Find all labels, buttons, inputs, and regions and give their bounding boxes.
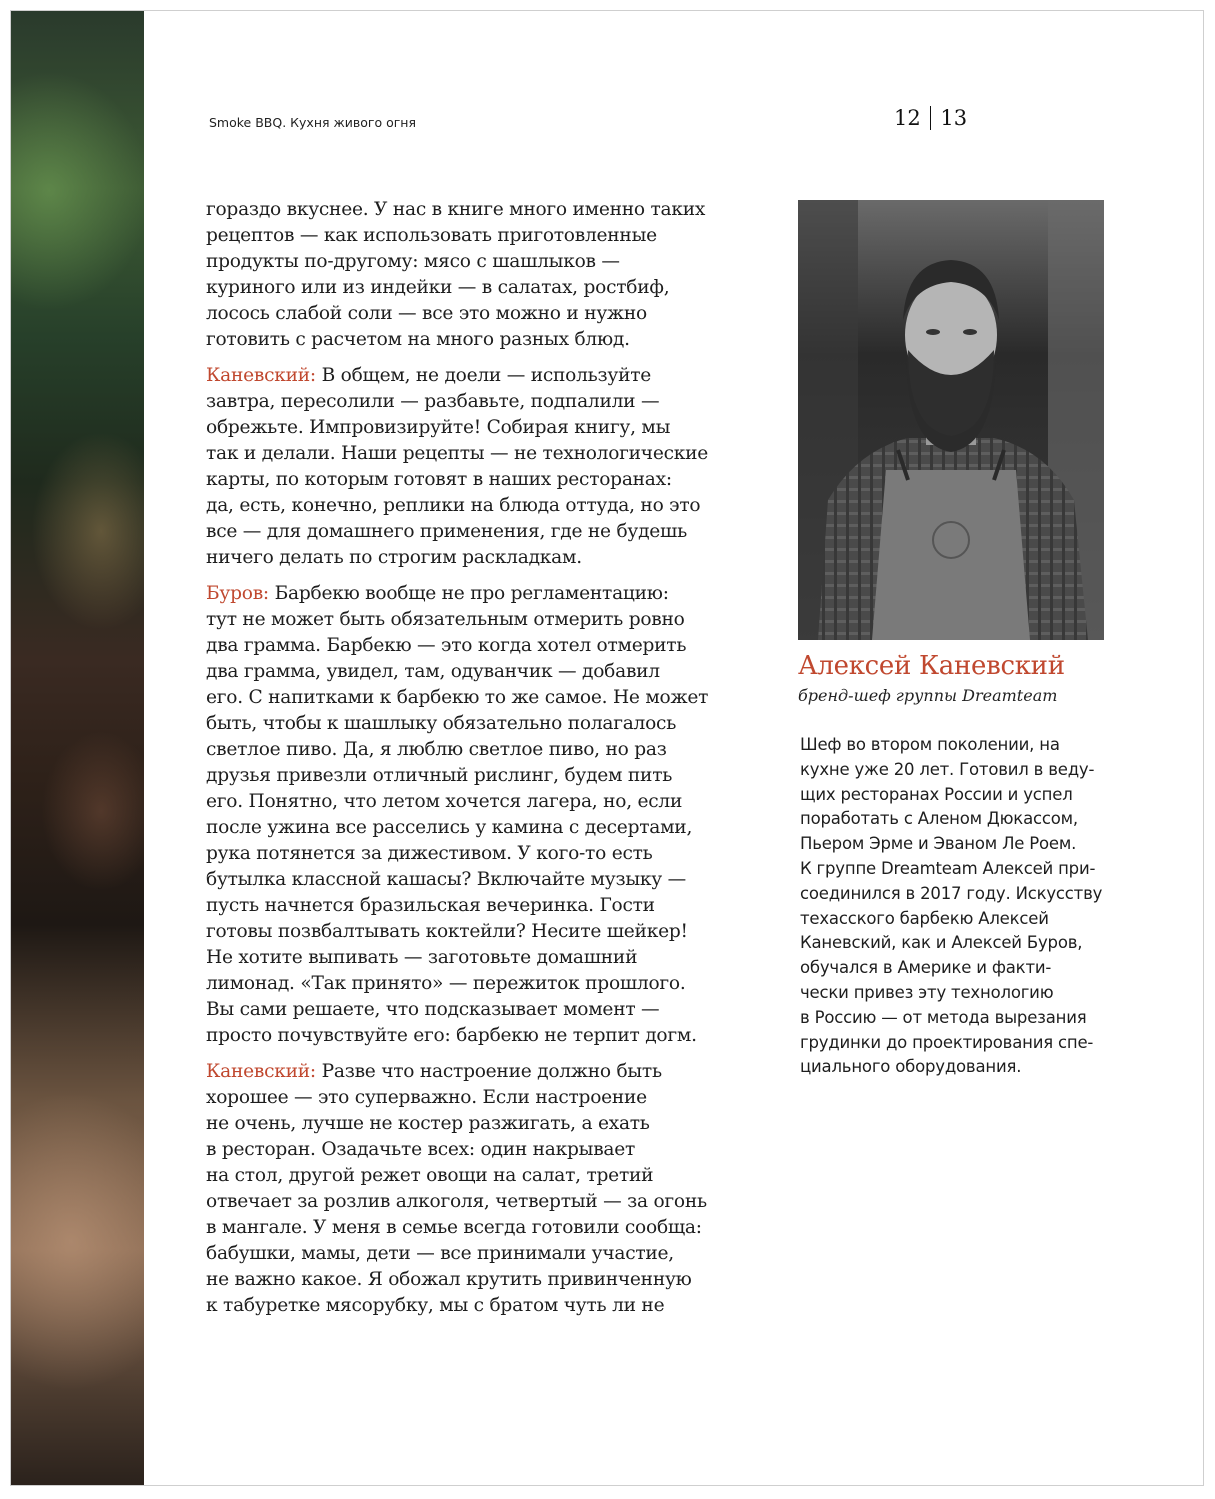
text-line: в мангале. У меня в семье всегда готовили сообща: [206, 1217, 702, 1238]
bio-line: Пьером Эрме и Эваном Ле Роем. [800, 834, 1077, 854]
paragraph [206, 1059, 726, 1319]
bio-line: техасского барбекю Алексей [800, 908, 1049, 928]
bio-line: К группе Dreamteam Алексей при- [800, 858, 1096, 878]
text-line: после ужина все расселись у камина с десертами, [206, 817, 693, 838]
bio-line: Каневский, как и Алексей Буров, [800, 933, 1083, 953]
text-line: гораздо вкуснее. У нас в книге много именно таких [206, 199, 706, 220]
text-line: не важно какое. Я обожал крутить привинченную [206, 1269, 692, 1290]
chef-portrait-illustration [798, 200, 1104, 640]
text-line: его. Понятно, что летом хочется лагера, но, если [206, 791, 683, 812]
text-line: продукты по-другому: мясо с шашлыков — [206, 251, 620, 272]
text-line: все — для домашнего применения, где не будешь [206, 521, 687, 542]
text-line: готовы позвбалтывать коктейли? Несите шейкер! [206, 921, 688, 942]
paragraph [206, 197, 726, 353]
text-line: куриного или из индейки — в салатах, ростбиф, [206, 277, 670, 298]
speaker-label: Каневский: [206, 1061, 316, 1082]
text-line: бутылка классной кашасы? Включайте музыку — [206, 869, 686, 890]
speaker-label: Каневский: [206, 365, 316, 386]
text-line: обрежьте. Импровизируйте! Собирая книгу, мы [206, 417, 671, 438]
text-line: его. С напитками к барбекю то же самое. Не может [206, 687, 709, 708]
text-line: Каневский: Разве что настроение должно быть [206, 1061, 662, 1082]
page-number-right: 13 [940, 106, 968, 130]
chef-bio [800, 733, 1120, 1080]
text-line: лимонад. «Так принято» — пережиток прошлого. [206, 973, 686, 994]
text-line: завтра, пересолили — разбавьте, подпалили — [206, 391, 660, 412]
running-title: Smoke BBQ. Кухня живого огня [209, 115, 416, 130]
text-line: ничего делать по строгим раскладкам. [206, 547, 582, 568]
text-line: Вы сами решаете, что подсказывает момент — [206, 999, 660, 1020]
text-line: лосось слабой соли — все это можно и нужно [206, 303, 647, 324]
bio-line: кухне уже 20 лет. Готовил в веду- [800, 759, 1095, 779]
text-line: два грамма. Барбекю — это когда хотел отмерить [206, 635, 687, 656]
bio-line: поработать с Аленом Дюкассом, [800, 809, 1078, 829]
paragraph [206, 581, 726, 1049]
bio-line: грудинки до проектирования спе- [800, 1032, 1094, 1052]
paragraph [206, 363, 726, 571]
text-line: в ресторан. Озадачьте всех: один накрывает [206, 1139, 636, 1160]
text-line: два грамма, увидел, там, одуванчик — добавил [206, 661, 660, 682]
text-line: рецептов — как использовать приготовленные [206, 225, 657, 246]
page-numbers [894, 106, 967, 130]
page-number-divider [930, 106, 932, 130]
text-line: не очень, лучше не костер разжигать, а ехать [206, 1113, 650, 1134]
text-line: на стол, другой режет овощи на салат, третий [206, 1165, 654, 1186]
text-line: Каневский: В общем, не доели — используйте [206, 365, 652, 386]
text-line: да, есть, конечно, реплики на блюда оттуда, но это [206, 495, 701, 516]
text-line: Не хотите выпивать — заготовьте домашний [206, 947, 638, 968]
bio-line: циального оборудования. [800, 1057, 1022, 1077]
left-photo-strip [11, 11, 144, 1485]
main-text-column [206, 197, 726, 1329]
speaker-label: Буров: [206, 583, 269, 604]
text-line: рука потянется за дижестивом. У кого-то есть [206, 843, 653, 864]
bio-line: Шеф во втором поколении, на [800, 735, 1060, 754]
chef-portrait [798, 200, 1104, 640]
bio-line: щих ресторанах России и успел [800, 784, 1073, 804]
bio-line: в Россию — от метода вырезания [800, 1007, 1087, 1027]
bio-line: чески привез эту технологию [800, 982, 1054, 1002]
text-line: быть, чтобы к шашлыку обязательно полагалось [206, 713, 677, 734]
text-line: хорошее — это суперважно. Если настроение [206, 1087, 647, 1108]
text-line: так и делали. Наши рецепты — не технологические [206, 443, 709, 464]
chef-name: Алексей Каневский [798, 651, 1065, 681]
chef-role: бренд-шеф группы Dreamteam [798, 686, 1058, 705]
bio-line: соединился в 2017 году. Искусству [800, 883, 1103, 903]
page-number-left: 12 [894, 106, 921, 130]
text-line: готовить с расчетом на много разных блюд. [206, 329, 630, 350]
text-line: к табуретке мясорубку, мы с братом чуть ли не [206, 1295, 665, 1316]
text-line: бабушки, мамы, дети — все принимали участие, [206, 1243, 674, 1264]
text-line: Буров: Барбекю вообще не про регламентацию: [206, 583, 669, 604]
text-line: просто почувствуйте его: барбекю не терпит догм. [206, 1025, 697, 1046]
text-line: карты, по которым готовят в наших ресторанах: [206, 469, 672, 490]
text-line: пусть начнется бразильская вечеринка. Гости [206, 895, 655, 916]
bio-line: обучался в Америке и факти- [800, 958, 1052, 978]
text-line: светлое пиво. Да, я люблю светлое пиво, но раз [206, 739, 667, 760]
text-line: друзья привезли отличный рислинг, будем пить [206, 765, 673, 786]
text-line: тут не может быть обязательным отмерить ровно [206, 609, 685, 630]
text-line: отвечает за розлив алкоголя, четвертый — за огонь [206, 1191, 707, 1212]
